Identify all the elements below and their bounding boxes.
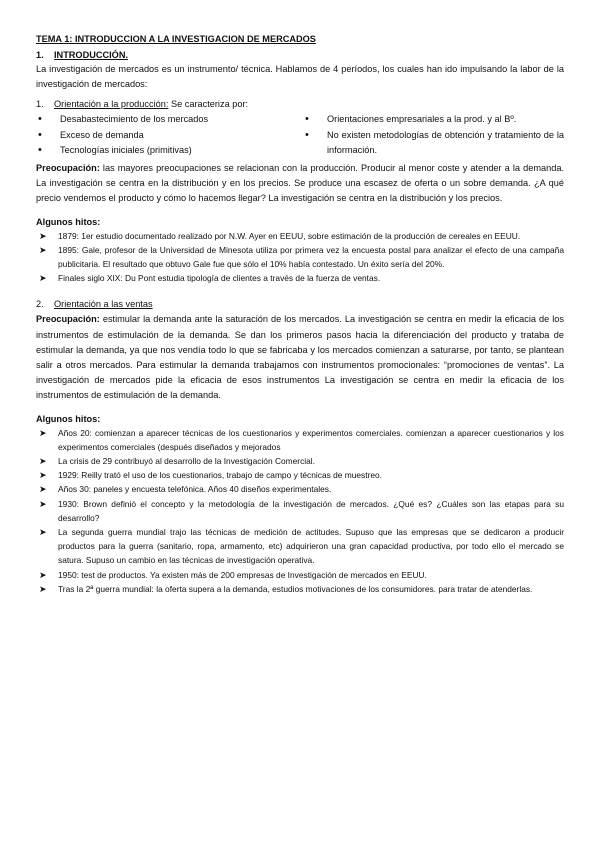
section1-bullets: [36, 112, 564, 158]
arrow-bullet-icon: ➤: [39, 244, 47, 255]
arrow-bullet-icon: ➤: [39, 456, 47, 467]
arrow-bullet-icon: ➤: [39, 273, 47, 284]
bullet-item: • Tecnologías iniciales (primitivas): [36, 143, 297, 158]
arrow-bullet-icon: ➤: [39, 427, 47, 438]
arrow-bullet-icon: ➤: [39, 583, 47, 594]
concern-label: Preocupación:: [36, 314, 100, 325]
bullet-item: • No existen metodologías de obtención y tratamiento de la información.: [303, 128, 564, 158]
hito-item: ➤ Años 20: comienzan a aparecer técnicas de los cuestionarios y experimentos comerciales. comienzan a aparecer cuestionarios y los experimentos comerciales (después diseñados y mejorados: [39, 427, 564, 452]
intro-heading-text: INTRODUCCIÓN.: [54, 50, 129, 60]
arrow-bullet-icon: ➤: [39, 498, 47, 509]
arrow-bullet-icon: ➤: [39, 230, 47, 241]
bullets-right-column: [297, 112, 564, 158]
arrow-bullet-icon: ➤: [39, 527, 47, 538]
section2-number: 2.: [36, 299, 44, 310]
bullet-item: • Desabastecimiento de los mercados: [36, 112, 297, 127]
section2-hitos-list: [36, 426, 564, 596]
section1-title: Orientación a la producción:: [54, 99, 169, 110]
hito-item: ➤ 1950: test de productos. Ya existen más de 200 empresas de Investigación de mercados en EEUU.: [36, 568, 564, 582]
bullet-item: • Exceso de demanda: [36, 128, 297, 143]
section1-hitos-list: [36, 229, 564, 286]
hito-item: ➤ 1929: Reilly trató el uso de los cuestionarios, trabajo de campo y técnicas de muestreo.: [36, 468, 564, 482]
arrow-bullet-icon: ➤: [39, 569, 47, 580]
hito-item: ➤ Tras la 2ª guerra mundial: la oferta supera a la demanda, estudios motivaciones de los consumidores. para tratar de atenderlas.: [36, 582, 564, 596]
section1-hitos-title: Algunos hitos:: [36, 216, 101, 227]
section1-title-suffix: Se caracteriza por:: [168, 99, 249, 110]
intro-paragraph: La investigación de mercados es un instrumento/ técnica. Hablamos de 4 períodos, los cuales han ido impulsando la labor de la investigación de mercados:: [36, 64, 564, 90]
intro-number: 1.: [36, 50, 44, 60]
hito-item: ➤ Años 30: paneles y encuesta telefónica. Años 40 diseños experimentales.: [36, 482, 564, 496]
arrow-bullet-icon: ➤: [39, 470, 47, 481]
section2-heading: [36, 299, 564, 309]
bullets-left-column: [36, 112, 297, 158]
hito-item: ➤ La segunda guerra mundial trajo las técnicas de medición de actitudes. Supuso que las empresas que se dedicaron a producir productos para la guerra (sanitario, ropa, armamento, etc) adquirieron una gran capacidad productiva, por todo ello el mercado se satura. Supuso un cambio en las técnicas de investigación operativa.: [39, 527, 564, 566]
section1-heading: [36, 99, 564, 109]
hito-item: ➤ La crisis de 29 contribuyó al desarrollo de la Investigación Comercial.: [36, 454, 564, 468]
document-title: TEMA 1: INTRODUCCION A LA INVESTIGACION DE MERCADOS: [36, 34, 316, 44]
hito-item: ➤ 1895: Gale, profesor de la Universidad de Minesota utiliza por primera vez la encuesta postal para analizar el efecto de una campaña publicitaria. El resultado que obtuvo Gale fue que sólo el 10% había contestado. Un éxito sería del 20%.: [39, 244, 564, 270]
section1-number: 1.: [36, 99, 44, 110]
section1-concern: [36, 161, 564, 207]
bullet-item: • Orientaciones empresariales a la prod. y al Bº.: [303, 112, 564, 127]
concern-text: las mayores preocupaciones se relacionan con la producción. Producir al menor coste y atender a la demanda. La investigación se centra en la distribución y en los precios. Se produce una escasez de oferta o un sobre demanda. ¿A qué precio vendemos el producto y cómo lo hacemos llegar? La investigación se centra en la distribución y los precios.: [36, 163, 564, 204]
section2-hitos-title: Algunos hitos:: [36, 413, 101, 424]
hito-item: ➤ Finales siglo XIX: Du Pont estudia tipología de clientes a través de la fuerza de ventas.: [36, 271, 564, 285]
intro-heading: [36, 50, 564, 60]
hito-item: ➤ 1879: 1er estudio documentado realizado por N.W. Ayer en EEUU, sobre estimación de la producción de cereales en EEUU.: [36, 229, 564, 243]
hito-item: ➤ 1930: Brown definió el concepto y la metodología de la investigación de mercados. ¿Qué es? ¿Cuáles son las etapas para su desarrollo?: [39, 498, 564, 523]
section2-concern: [36, 312, 564, 403]
concern-label: Preocupación:: [36, 163, 100, 174]
arrow-bullet-icon: ➤: [39, 484, 47, 495]
concern-text: estimular la demanda ante la saturación de los mercados. La investigación se centra en medir la eficacia de los instrumentos de estimulación de la demanda. Se dan los primeros pasos hacia la diferenciación del producto y trataba de estimular la demanda, ya que nos vendía todo lo que se fabricaba y los mercados comienzan a saturarse, por tanto, se plantean salir a otros mercados. Para estimular la demanda trabajamos con instrumentos promocionales: “promociones de ventas”. La investigación de mercados pide la eficacia de esos instrumentos La investigación se centra en medir la eficacia de los instrumentos de estimulación de la demanda.: [36, 314, 564, 401]
section2-title: Orientación a las ventas: [54, 299, 153, 310]
